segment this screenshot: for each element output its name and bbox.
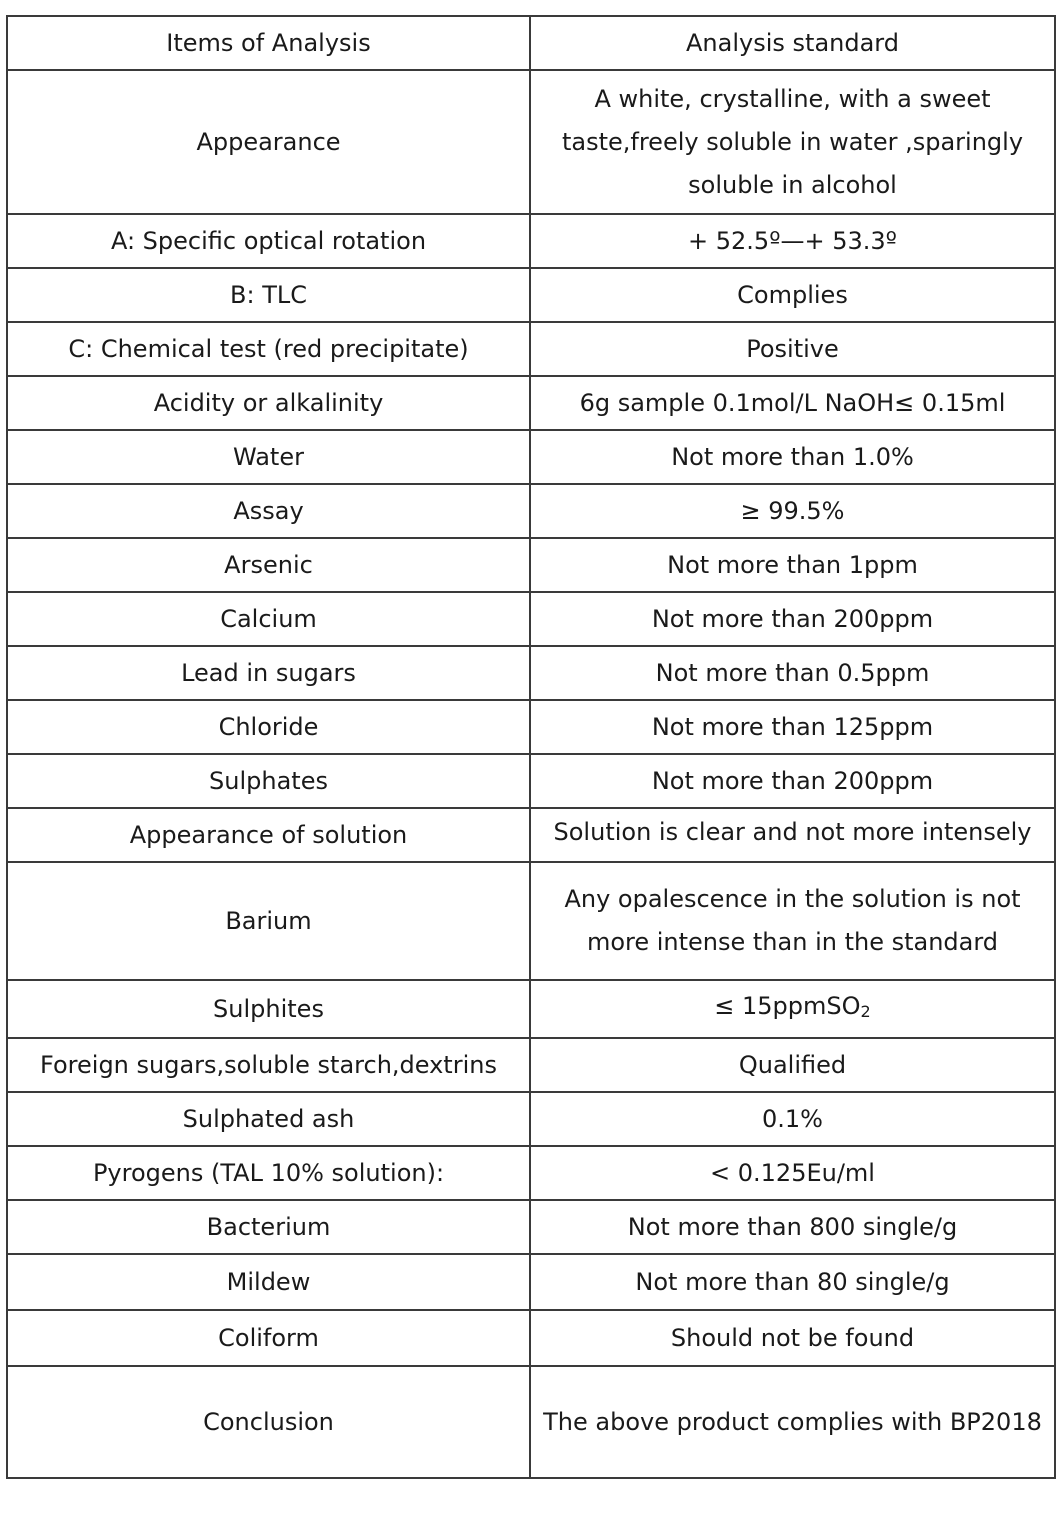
row-item: Chloride [7,700,530,754]
table-row [7,538,1055,592]
row-standard: Positive [530,322,1055,376]
table-row [7,1146,1055,1200]
row-standard: < 0.125Eu/ml [530,1146,1055,1200]
table-row [7,430,1055,484]
row-item: Sulphated ash [7,1092,530,1146]
row-standard: Not more than 80 single/g [530,1254,1055,1310]
row-standard [530,70,1055,214]
header-items-of-analysis: Items of Analysis [7,16,530,70]
row-standard: The above product complies with BP2018 [530,1366,1055,1478]
row-item: Assay [7,484,530,538]
row-item: B: TLC [7,268,530,322]
row-standard: Not more than 1.0% [530,430,1055,484]
row-item: Coliform [7,1310,530,1366]
row-standard: Not more than 200ppm [530,754,1055,808]
row-item: Barium [7,862,530,980]
table-row [7,1038,1055,1092]
row-item: Acidity or alkalinity [7,376,530,430]
row-item: Mildew [7,1254,530,1310]
table-row [7,1310,1055,1366]
table-row [7,808,1055,862]
row-standard: Complies [530,268,1055,322]
table-row [7,700,1055,754]
standard-line: more intense than in the standard [586,928,999,956]
row-standard: + 52.5º—+ 53.3º [530,214,1055,268]
row-standard [530,862,1055,980]
row-standard: Solution is clear and not more intensely [530,808,1055,862]
row-item: Pyrogens (TAL 10% solution): [7,1146,530,1200]
table-row [7,980,1055,1038]
table-row [7,1366,1055,1478]
table-row [7,268,1055,322]
row-item: Sulphates [7,754,530,808]
row-standard: Should not be found [530,1310,1055,1366]
table-row [7,1200,1055,1254]
table-row [7,592,1055,646]
table-row [7,70,1055,214]
table-row [7,484,1055,538]
standard-subscript: 2 [860,1002,871,1021]
table-row [7,376,1055,430]
table-row [7,322,1055,376]
row-standard [530,980,1055,1038]
row-item: Arsenic [7,538,530,592]
row-item: Bacterium [7,1200,530,1254]
row-item: C: Chemical test (red precipitate) [7,322,530,376]
table-row [7,862,1055,980]
row-item: Sulphites [7,980,530,1038]
row-item: Foreign sugars,soluble starch,dextrins [7,1038,530,1092]
row-standard: Not more than 125ppm [530,700,1055,754]
standard-line: Any opalescence in the solution is not [564,885,1021,913]
table-row [7,214,1055,268]
row-standard: ≥ 99.5% [530,484,1055,538]
row-standard: 6g sample 0.1mol/L NaOH≤ 0.15ml [530,376,1055,430]
table-row [7,754,1055,808]
standard-line: soluble in alcohol [688,170,897,199]
row-item: Calcium [7,592,530,646]
row-standard: Not more than 800 single/g [530,1200,1055,1254]
header-analysis-standard: Analysis standard [530,16,1055,70]
table-row [7,646,1055,700]
row-item: Lead in sugars [7,646,530,700]
analysis-spec-table [6,15,1056,1479]
row-item: A: Specific optical rotation [7,214,530,268]
standard-text: ≤ 15ppmSO [714,992,861,1020]
row-item: Water [7,430,530,484]
table-header-row [7,16,1055,70]
row-item: Appearance of solution [7,808,530,862]
row-standard: Qualified [530,1038,1055,1092]
row-item: Conclusion [7,1366,530,1478]
row-standard: Not more than 1ppm [530,538,1055,592]
standard-line: A white, crystalline, with a sweet [594,84,991,113]
row-item: Appearance [7,70,530,214]
row-standard: 0.1% [530,1092,1055,1146]
table-row [7,1254,1055,1310]
row-standard: Not more than 200ppm [530,592,1055,646]
table-row [7,1092,1055,1146]
row-standard: Not more than 0.5ppm [530,646,1055,700]
standard-line: taste,freely soluble in water ,sparingly [561,127,1024,156]
